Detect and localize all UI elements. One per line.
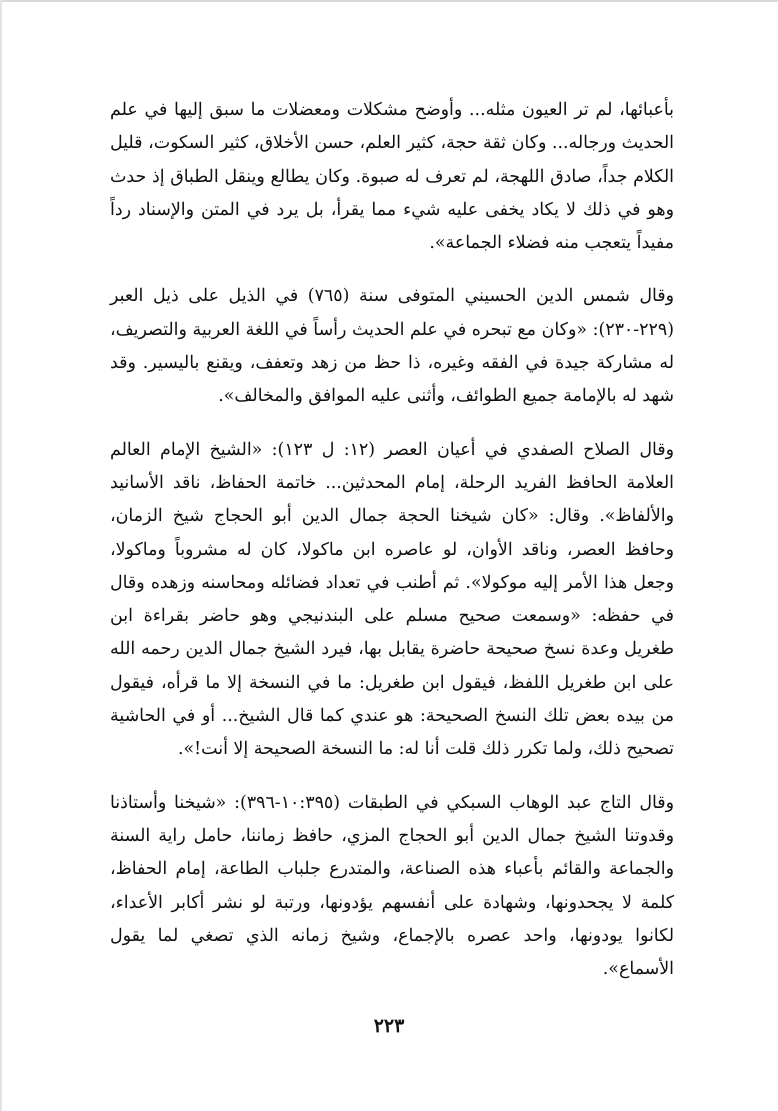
page-number: ٢٢٣ xyxy=(373,1015,405,1037)
paragraph-1: بأعبائها، لم تر العيون مثله... وأوضح مشكلات ومعضلات ما سبق إليها في علم الحديث ورجاله... وكان ثقة حجة، كثير العلم، حسن الأخلاق، كثير السكوت، قليل الكلام جداً، صادق اللهجة، لم تعرف له صبوة. وكان يطالع وينقل الطباق إذ حدث وهو في ذلك لا يكاد يخفى عليه شيء مما يقرأ، بل يرد في المتن والإسناد رداً مفيداً يتعجب منه فضلاء الجماعة». xyxy=(110,100,674,254)
paragraph-4: وقال التاج عبد الوهاب السبكي في الطبقات (١٠:٣٩٥-٣٩٦): «شيخنا وأستاذنا وقدوتنا الشيخ جمال الدين أبو الحجاج المزي، حافظ زماننا، حامل راية السنة والجماعة والقائم بأعباء هذه الصناعة، والمتدرع جلباب الطاعة، إمام الحفاظ، كلمة لا يجحدونها، وشهادة على أنفسهم يؤدونها، ورتبة لو نشر أكابر الأعداء، لكانوا يودونها، واحد عصره بالإجماع، وشيخ زمانه الذي تصغي لما يقول الأسماع». xyxy=(110,792,674,980)
paragraph-3: وقال الصلاح الصفدي في أعيان العصر (١٢: ل ١٢٣): «الشيخ الإمام العالم العلامة الحافظ الفريد الرحلة، إمام المحدثين... خاتمة الحفاظ، ناقد الأسانيد والألفاظ». وقال: «كان شيخنا الحجة جمال الدين أبو الحجاج شيخ الزمان، وحافظ العصر، وناقد الأوان، لو عاصره ابن ماكولا، كان له مشروباً وماكولا، وجعل هذا الأمر إليه موكولا». ثم أطنب في تعداد فضائله ومحاسنه وزهده وقال في حفظه: «وسمعت صحيح مسلم على البندنيجي وهو حاضر بقراءة ابن طغريل وعدة نسخ صحيحة حاضرة يقابل بها، فيرد الشيخ جمال الدين رحمه الله على ابن طغريل اللفظ، فيقول ابن طغريل: ما في النسخة إلا ما قرأه، فيقول من بيده بعض تلك النسخ الصحيحة: هو عندي كما قال الشيخ... أو في الحاشية تصحيح ذلك، ولما تكرر ذلك قلت أنا له: ما النسخة الصحيحة إلا أنت!». xyxy=(110,439,674,760)
scan-edge-top xyxy=(0,0,778,2)
scan-edge-left xyxy=(0,0,2,1111)
page-body xyxy=(110,94,674,986)
paragraph-2: وقال شمس الدين الحسيني المتوفى سنة (٧٦٥) في الذيل على ذيل العبر (٢٢٩-٢٣٠): «وكان مع تبحره في علم الحديث رأساً في اللغة العربية والتصريف، له مشاركة جيدة في الفقه وغيره، ذا حظ من زهد وتعفف، ويقنع باليسير. وقد شهد له بالإمامة جميع الطوائف، وأثنى عليه الموافق والمخالف». xyxy=(110,286,674,407)
